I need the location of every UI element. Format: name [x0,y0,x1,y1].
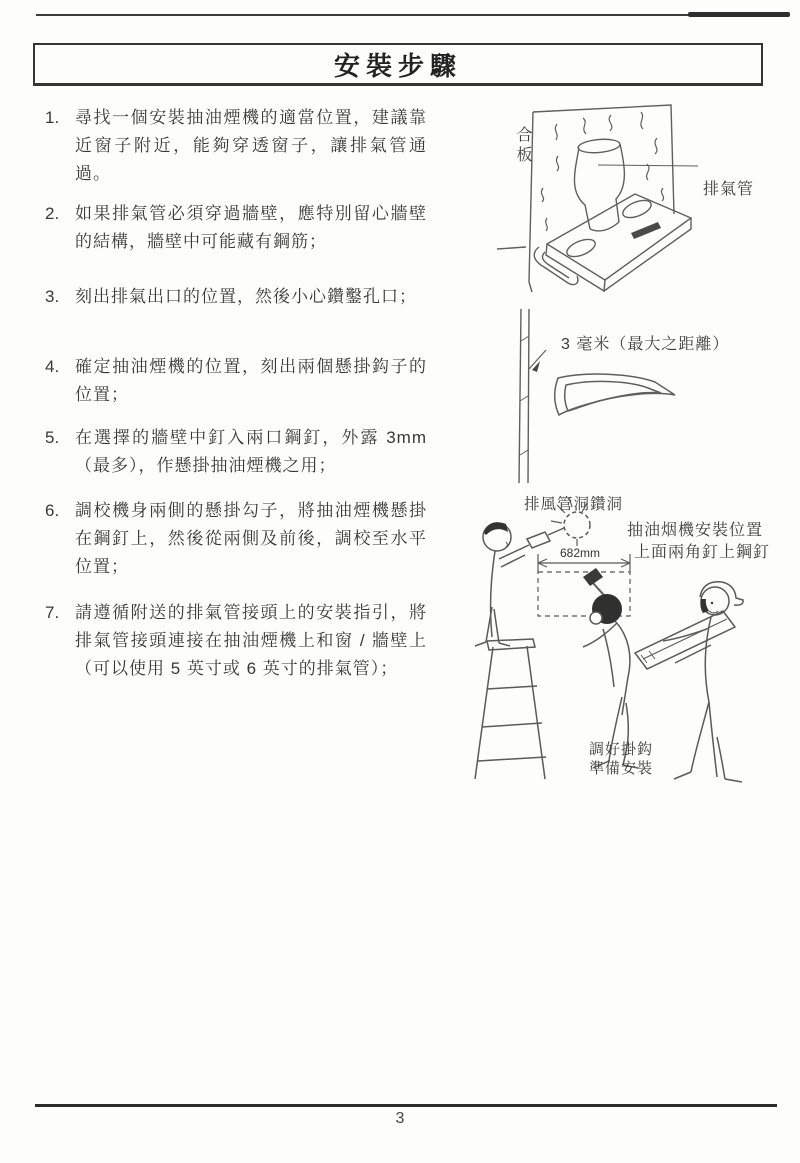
exhaust-pipe [574,138,624,231]
step-item [45,599,427,683]
top-rule [36,14,788,16]
step-number: 2. [45,204,60,223]
drill-hole-label: 排風管洞鑽洞 [524,496,624,513]
page-title: 安裝步驟 [333,50,462,81]
pipe-leader-line [598,165,698,166]
step-number: 7. [45,603,60,622]
duct-figure-art [495,96,795,304]
plywood-label: 合板 [514,126,531,166]
bottom-rule [35,1104,777,1107]
step-text: 確定抽油煙機的位置，刻出兩個懸掛鈎子的位置； [75,357,427,404]
step-text: 如果排氣管必須穿過牆壁，應特別留心牆壁的結構，牆壁中可能藏有鋼筋； [75,204,427,251]
step-item [45,353,427,409]
dimension-label: 682mm [560,546,601,560]
worker-drilling [475,522,564,646]
step-text: 刻出排氣出口的位置，然後小心鑽鑿孔口； [75,287,417,306]
install-position-label-line1: 抽油烟機安裝位置 [627,522,764,539]
step-item [45,497,427,581]
hook-distance-label: 3 毫米（最大之距離） [561,336,730,353]
ladder [475,639,546,779]
step-text: 尋找一個安裝抽油煙機的適當位置，建議靠近窗子附近，能夠穿透窗子，讓排氣管通過。 [75,108,427,183]
hanging-hook [555,374,675,415]
step-item [45,104,427,188]
step-number: 3. [45,287,60,306]
title-box [33,43,763,86]
step-number: 4. [45,357,60,376]
step-item [45,200,427,256]
duct-figure [495,96,795,304]
hook-adjust-caption [566,740,676,778]
step-number: 6. [45,501,60,520]
hood-body [534,194,691,291]
step-item [45,424,427,480]
top-rule-right-edge [688,12,790,17]
step-number: 5. [45,428,60,447]
step-text: 調校機身兩側的懸掛勾子，將抽油煙機懸掛在鋼釘上，然後從兩側及前後，調校至水平位置； [75,501,427,576]
step-item [45,283,427,311]
wall-lines [519,309,529,483]
plywood-board [529,105,674,292]
carried-hood-panel [635,611,735,669]
step-number: 1. [45,108,60,127]
page-number: 3 [395,1110,405,1127]
caption-line1: 調好掛鈎 [588,741,653,758]
install-position-label-line2: 上面兩角釘上鋼釘 [634,544,771,561]
step-text: 在選擇的牆壁中釘入兩口鋼釘，外露 3mm（最多），作懸掛抽油煙機之用； [75,428,427,475]
step-text: 請遵循附送的排氣管接頭上的安裝指引，將排氣管接頭連接在抽油煙機上和窗 / 牆壁上（可以使用 5 英寸或 6 英寸的排氣管）； [75,603,427,678]
duct-pipe-label: 排氣管 [703,181,755,198]
nail [529,350,546,372]
caption-line2: 準備安裝 [588,760,653,777]
hook-figure [488,305,788,487]
